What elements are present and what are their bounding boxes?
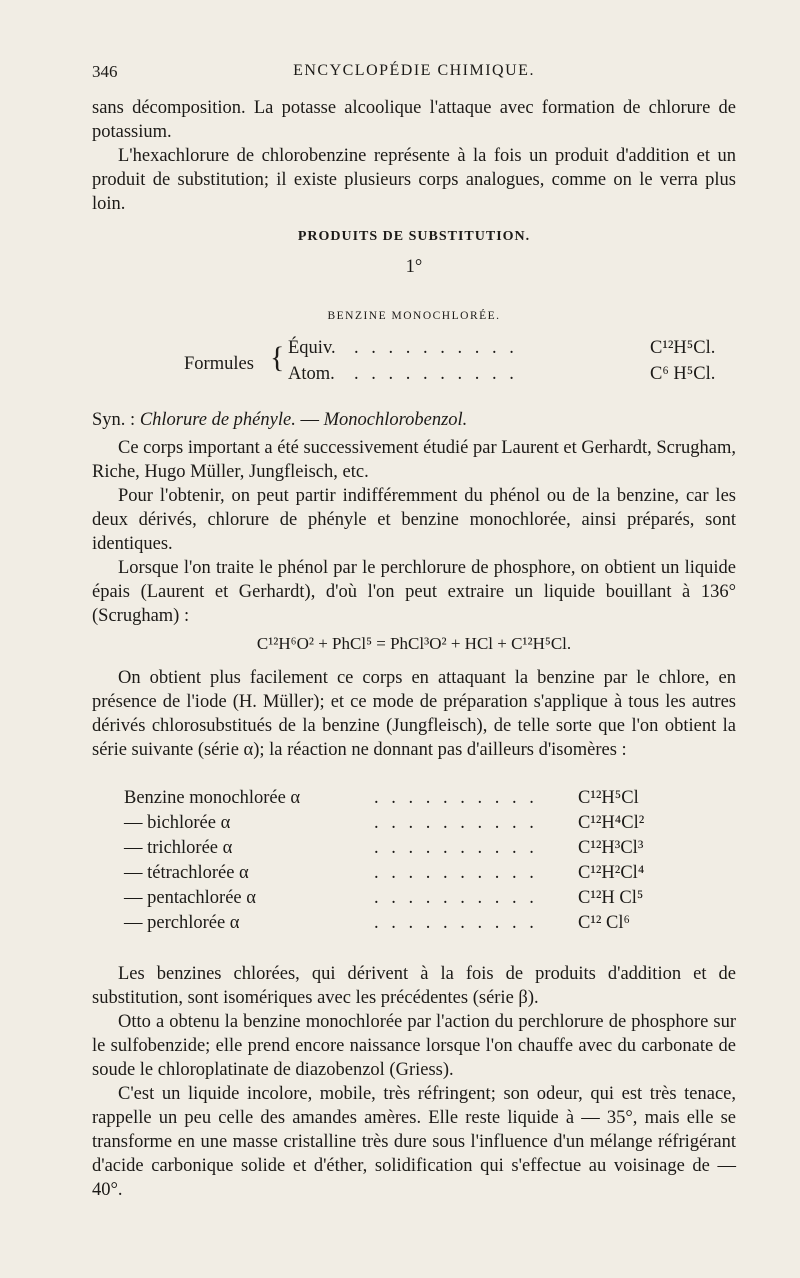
leader-dots: . . . . . . . . . . bbox=[374, 813, 538, 833]
leader-dots: . . . . . . . . . . bbox=[354, 364, 518, 384]
series-row bbox=[92, 811, 736, 833]
series-name: — tétrachlorée α bbox=[124, 863, 249, 883]
syn-name-1: Chlorure de phényle. bbox=[139, 410, 296, 430]
atom-value: C⁶ H⁵Cl. bbox=[650, 364, 716, 384]
leader-dots: . . . . . . . . . . bbox=[374, 888, 538, 908]
series-name: — bichlorée α bbox=[124, 813, 231, 833]
paragraph-7: Les benzines chlorées, qui dérivent à la fois de produits d'addition et de substitution, sont isomériques avec les précédentes (série β). bbox=[92, 964, 736, 1008]
section-number: 1° bbox=[405, 257, 423, 277]
atom-label: Atom. bbox=[288, 364, 335, 384]
formulas-block bbox=[92, 336, 736, 392]
brace-icon: { bbox=[270, 341, 285, 374]
series-name: — trichlorée α bbox=[124, 838, 233, 858]
paragraph-4: Pour l'obtenir, on peut partir indifféremment du phénol ou de la benzine, car les deux dérivés, chlorure de phényle et benzine monochlorée, ainsi préparés, sont identiques. bbox=[92, 486, 736, 554]
equation: C¹²H⁶O² + PhCl⁵ = PhCl³O² + HCl + C¹²H⁵Cl. bbox=[256, 634, 572, 653]
series-formula: C¹²H⁵Cl bbox=[578, 788, 639, 808]
series-row bbox=[92, 886, 736, 908]
paragraph-2: L'hexachlorure de chlorobenzine représente à la fois un produit d'addition et un produit de substitution; il existe plusieurs corps analogues, comme on le verra plus loin. bbox=[92, 146, 736, 214]
series-name: — pentachlorée α bbox=[124, 888, 256, 908]
leader-dots: . . . . . . . . . . bbox=[374, 788, 538, 808]
paragraph-5: Lorsque l'on traite le phénol par le perchlorure de phosphore, on obtient un liquide épais (Laurent et Gerhardt), d'où l'on peut extraire un liquide bouillant à 136° (Scrugham) : bbox=[92, 558, 736, 626]
series-formula: C¹²H²Cl⁴ bbox=[578, 863, 645, 883]
synonyms-line bbox=[92, 408, 736, 432]
section-title: PRODUITS DE SUBSTITUTION. bbox=[297, 229, 531, 244]
intro-block bbox=[92, 96, 736, 216]
series-row bbox=[92, 836, 736, 858]
paragraph-1: sans décomposition. La potasse alcoolique l'attaque avec formation de chlorure de potassium. bbox=[92, 98, 736, 142]
equiv-label: Équiv. bbox=[288, 338, 336, 358]
paragraph-8: Otto a obtenu la benzine monochlorée par l'action du perchlorure de phosphore sur le sulfobenzide; elle prend encore naissance lorsque l'on chauffe avec du carbonate de soude le chloroplatinate de diazobenzol (Griess). bbox=[92, 1012, 736, 1080]
body-block-1 bbox=[92, 436, 736, 628]
series-name: Benzine monochlorée α bbox=[124, 788, 301, 808]
syn-name-2: Monochlorobenzol. bbox=[323, 410, 468, 430]
body-block-3 bbox=[92, 962, 736, 1202]
paragraph-3: Ce corps important a été successivement étudié par Laurent et Gerhardt, Scrugham, Riche, Hugo Müller, Jungfleisch, etc. bbox=[92, 438, 736, 482]
running-title: ENCYCLOPÉDIE CHIMIQUE. bbox=[293, 62, 535, 79]
subsection-title: BENZINE MONOCHLORÉE. bbox=[327, 310, 501, 322]
series-row bbox=[92, 911, 736, 933]
paragraph-6: On obtient plus facilement ce corps en attaquant la benzine par le chlore, en présence de l'iode (H. Müller); et ce mode de préparation s'applique à tous les autres dérivés chlorosubstitués de la benzine (Jungfleisch), de telle sorte que l'on obtient la série suivante (série α); la réaction ne donnant pas d'ailleurs d'isomères : bbox=[92, 668, 736, 760]
series-row bbox=[92, 861, 736, 883]
formula-equiv-row bbox=[288, 336, 716, 358]
formulas-label: Formules bbox=[184, 354, 254, 374]
series-formula: C¹²H³Cl³ bbox=[578, 838, 644, 858]
series-formula: C¹²H⁴Cl² bbox=[578, 813, 645, 833]
syn-dash: — bbox=[300, 410, 319, 430]
syn-prefix: Syn. : bbox=[92, 410, 136, 430]
body-block-2 bbox=[92, 666, 736, 762]
leader-dots: . . . . . . . . . . bbox=[354, 338, 518, 358]
series-formula: C¹²H Cl⁵ bbox=[578, 888, 644, 908]
page-number: 346 bbox=[92, 62, 118, 81]
series-name: — perchlorée α bbox=[124, 913, 240, 933]
leader-dots: . . . . . . . . . . bbox=[374, 913, 538, 933]
formula-atom-row bbox=[288, 362, 716, 384]
series-table bbox=[92, 786, 736, 938]
page-header bbox=[92, 62, 736, 88]
series-formula: C¹² Cl⁶ bbox=[578, 913, 630, 933]
paragraph-9: C'est un liquide incolore, mobile, très réfringent; son odeur, qui est très tenace, rappelle un peu celle des amandes amères. Elle reste liquide à — 35°, mais elle se transforme en une masse cristalline très dure sous l'influence d'un mélange réfrigérant d'acide carbonique solide et d'éther, solidification qui s'effectue au voisinage de — 40°. bbox=[92, 1084, 736, 1200]
equiv-value: C¹²H⁵Cl. bbox=[650, 338, 716, 358]
leader-dots: . . . . . . . . . . bbox=[374, 838, 538, 858]
series-row bbox=[92, 786, 736, 808]
leader-dots: . . . . . . . . . . bbox=[374, 863, 538, 883]
